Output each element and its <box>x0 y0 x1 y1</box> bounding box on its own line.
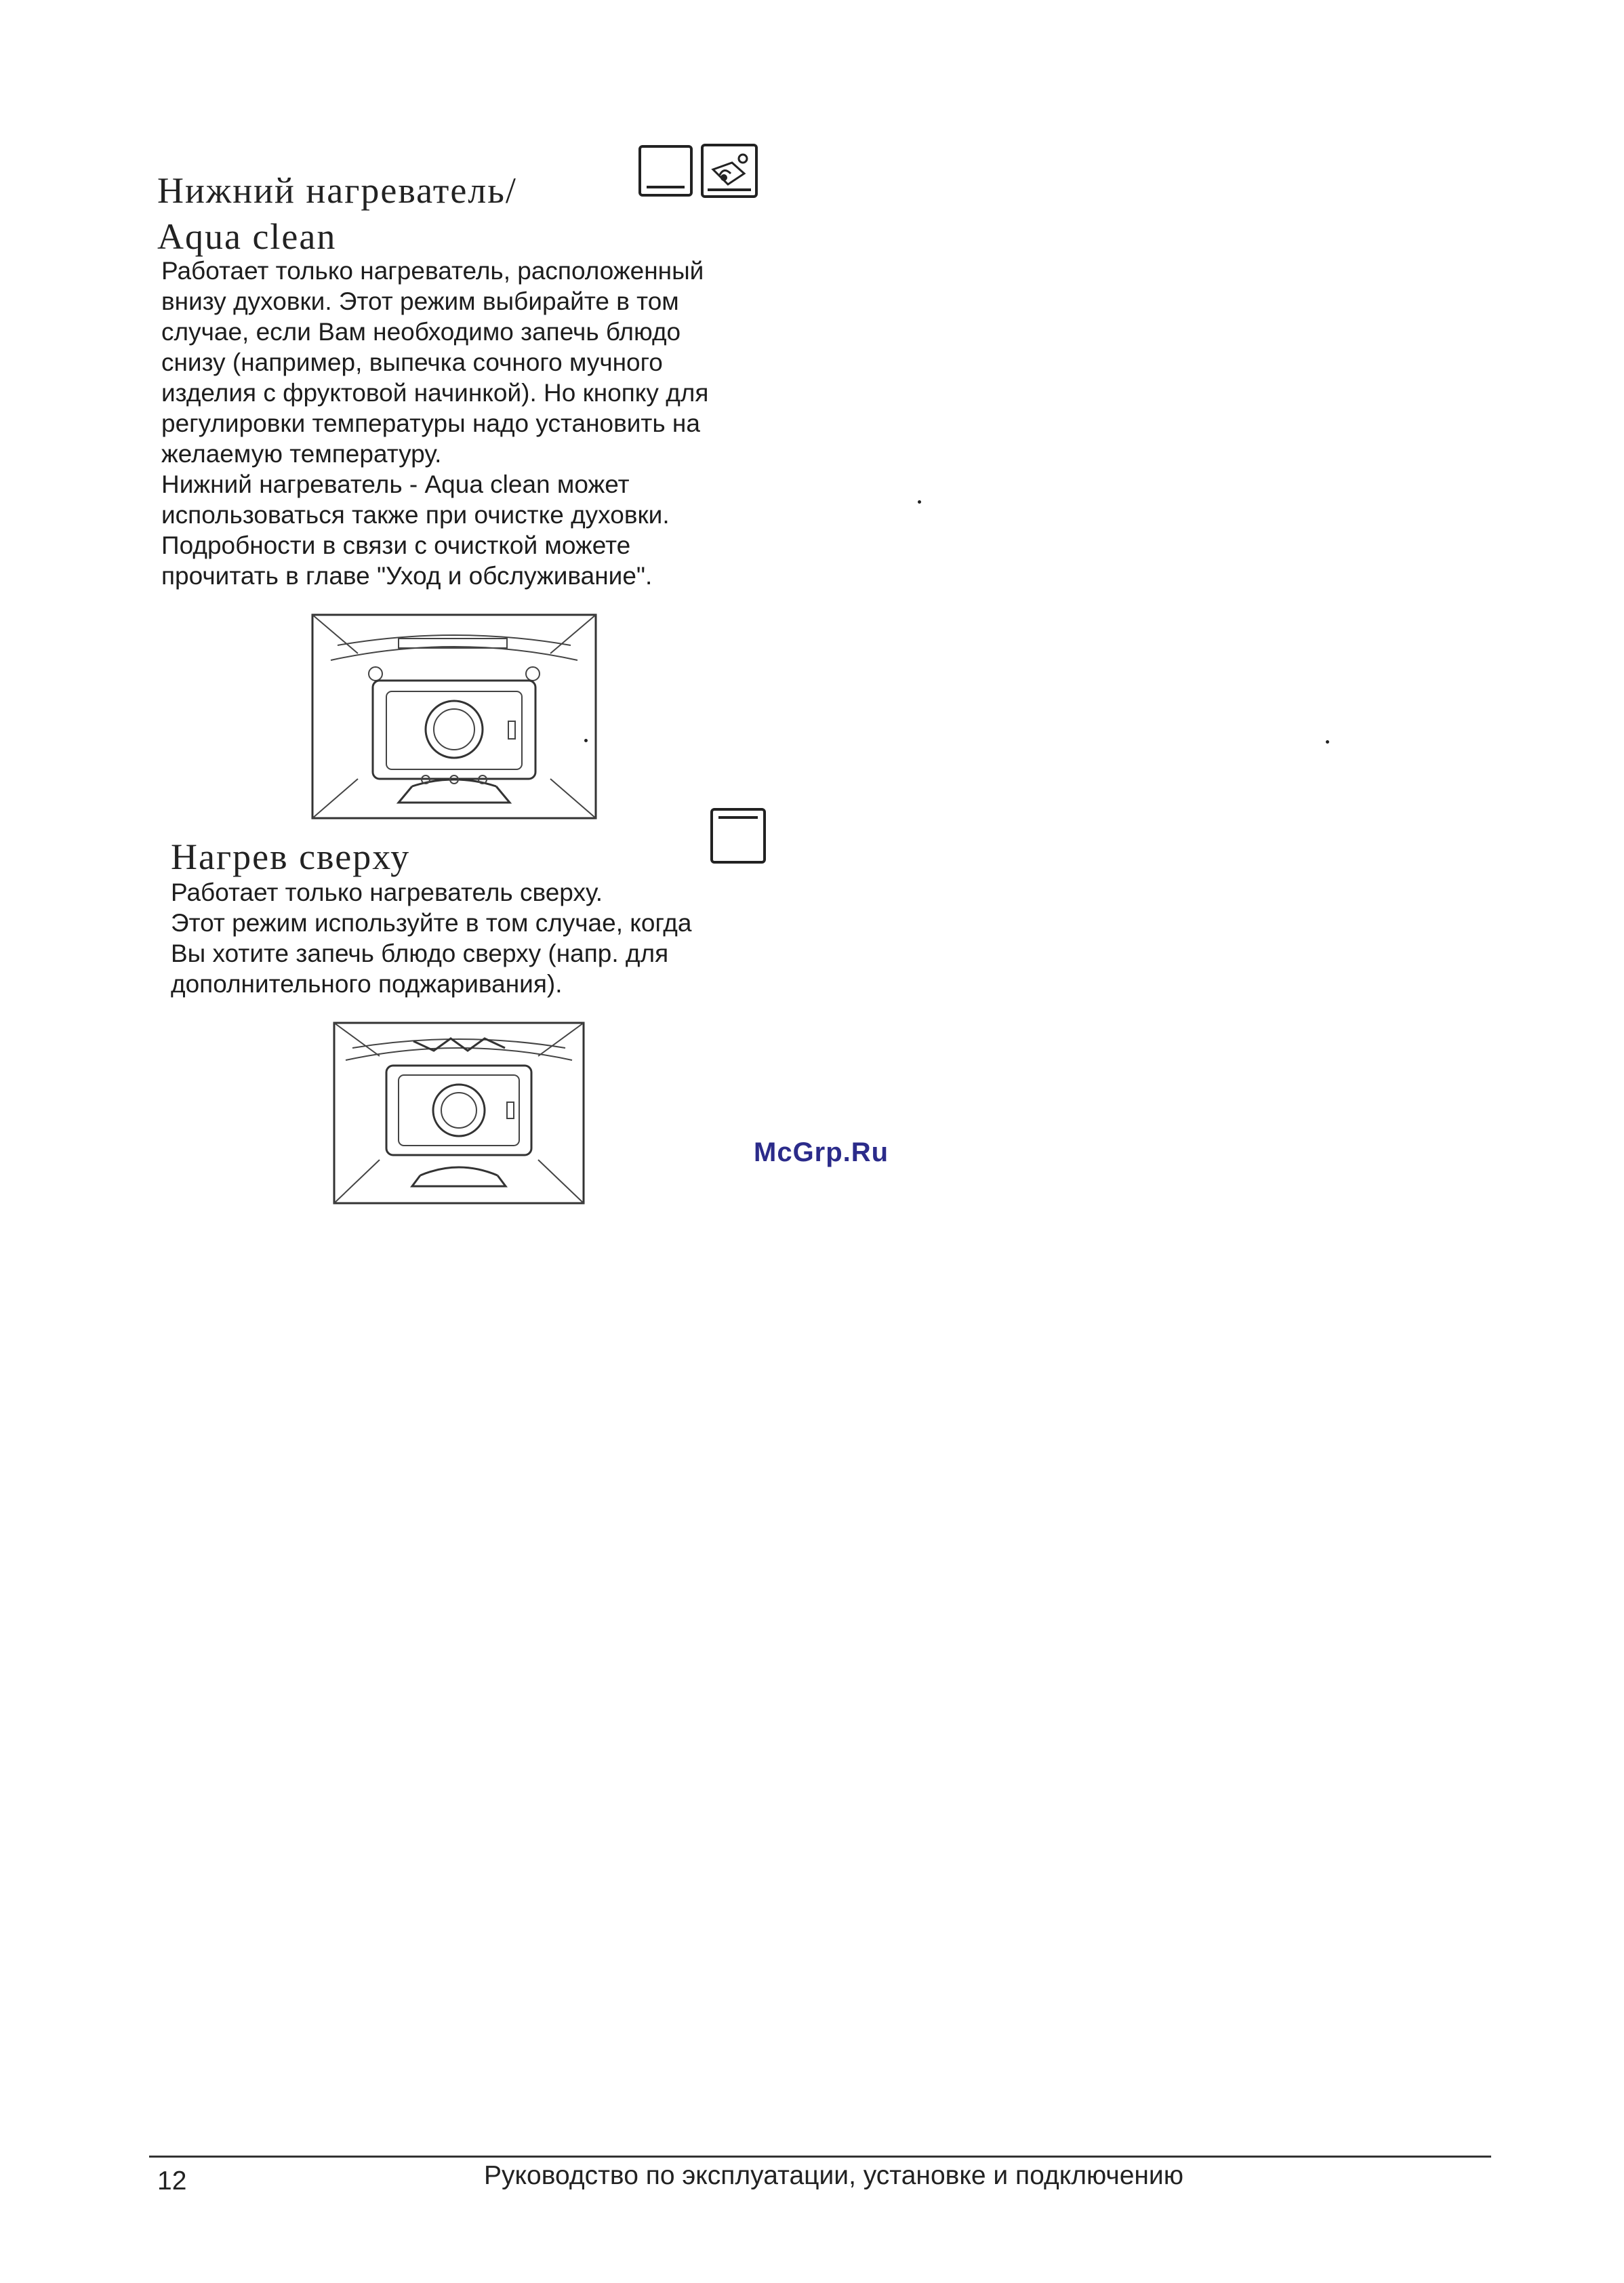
section2-title: Нагрев сверху <box>171 836 411 877</box>
scan-speck <box>584 739 588 742</box>
section1-paragraph: Работает только нагреватель, расположенный внизу духовки. Этот режим выбирайте в том случае, если Вам необходимо запечь блюдо снизу (например, выпечка сочного мучного изделия с фруктовой начинкой). Но кнопку для регулировки температуры надо установить на желаемую температуру. Нижний нагреватель - Aqua clean может использоваться также при очистке духовки. Подробности в связи с очисткой можете прочитать в главе "Уход и обслуживание". <box>161 257 709 590</box>
oven-diagram-bottom-heat <box>310 613 598 820</box>
bottom-heat-icon <box>638 145 693 197</box>
aqua-clean-icon <box>701 144 758 198</box>
section1-title-line2: Aqua clean <box>157 216 337 257</box>
oven-diagram-top-heat <box>332 1021 586 1205</box>
scan-speck <box>918 500 921 504</box>
section1-title-line1: Нижний нагреватель/ <box>157 170 517 211</box>
page-number: 12 <box>157 2166 187 2196</box>
scan-speck <box>1326 740 1329 744</box>
footer-title: Руководство по эксплуатации, установке и подключению <box>484 2161 1183 2190</box>
watermark: McGrp.Ru <box>754 1137 889 1167</box>
section2-paragraph: Работает только нагреватель сверху. Этот режим используйте в том случае, когда Вы хотите запечь блюдо сверху (напр. для дополнительного поджаривания). <box>171 878 692 998</box>
footer-rule <box>149 2156 1491 2158</box>
top-heat-icon <box>710 808 766 864</box>
